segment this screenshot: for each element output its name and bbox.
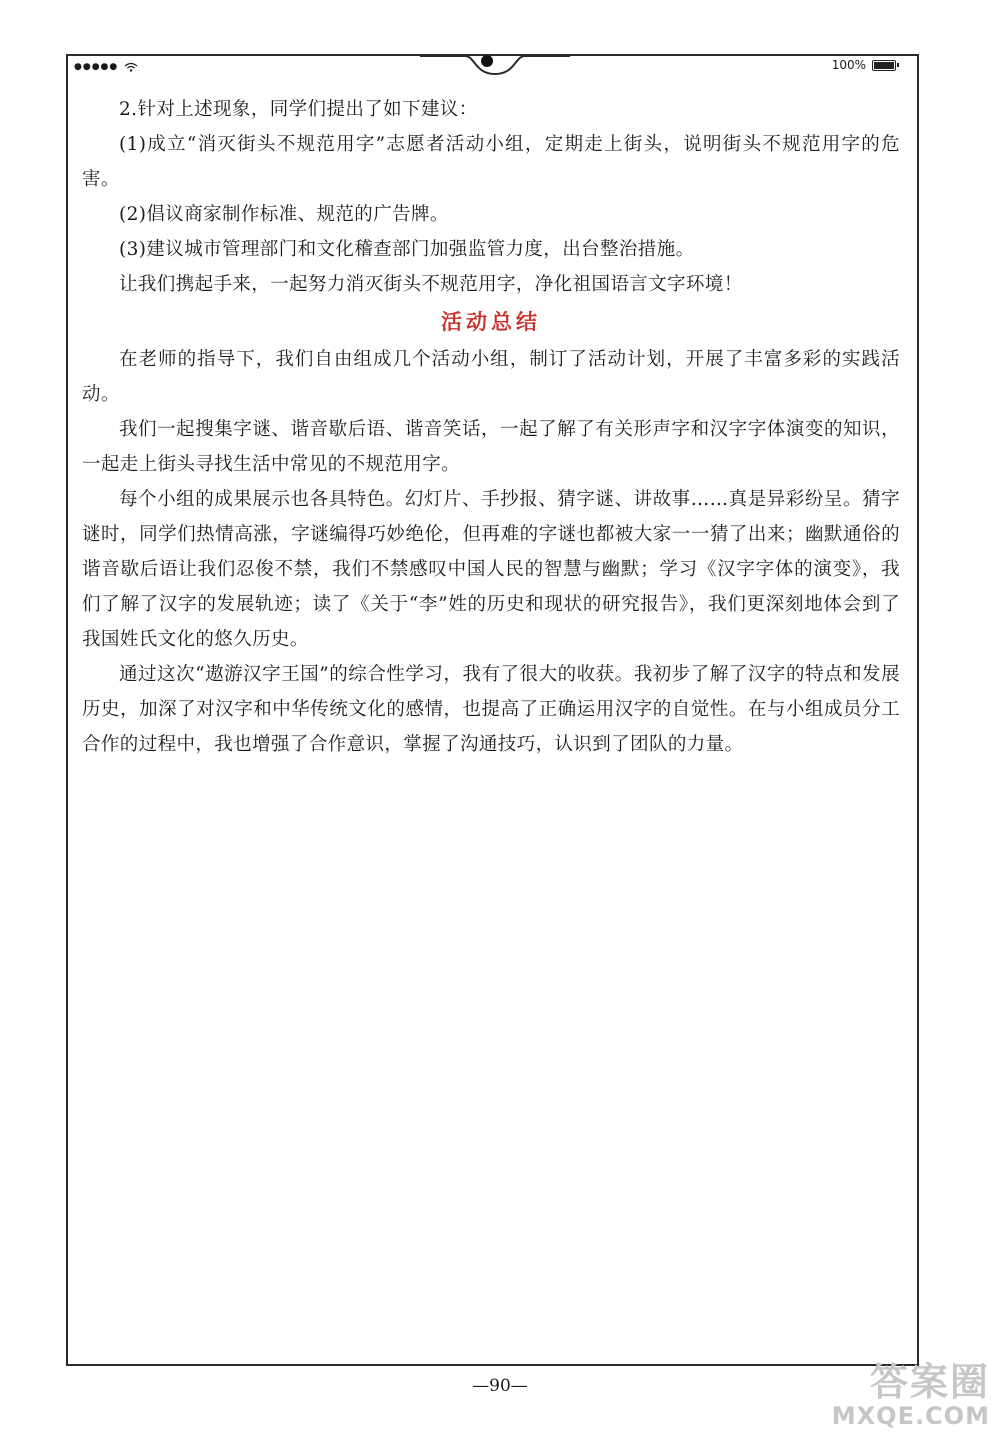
page-content xyxy=(82,92,900,762)
paragraph: (3)建议城市管理部门和文化稽查部门加强监管力度，出台整治措施。 xyxy=(119,239,695,260)
paragraph: 让我们携起手来，一起努力消灭街头不规范用字，净化祖国语言文字环境！ xyxy=(119,274,743,295)
paragraph: 2.针对上述现象，同学们提出了如下建议： xyxy=(119,99,478,120)
battery-icon xyxy=(872,60,896,71)
status-bar-left xyxy=(74,62,138,72)
paragraph: 通过这次“遨游汉字王国”的综合性学习，我有了很大的收获。我初步了解了汉字的特点和发展历史，加深了对汉字和中华传统文化的感情，也提高了正确运用汉字的自觉性。在与小组成员分工合作的过程中，我也增强了合作意识，掌握了沟通技巧，认识到了团队的力量。 xyxy=(82,664,900,755)
camera-icon xyxy=(481,55,493,67)
paragraph: 每个小组的成果展示也各具特色。幻灯片、手抄报、猜字谜、讲故事……真是异彩纷呈。猜字谜时，同学们热情高涨，字谜编得巧妙绝伦，但再难的字谜也都被大家一一猜了出来；幽默通俗的谐音歇后语让我们忍俊不禁，我们不禁感叹中国人民的智慧与幽默；学习《汉字字体的演变》，我们了解了汉字的发展轨迹；读了《关于“李”姓的历史和现状的研究报告》，我们更深刻地体会到了我国姓氏文化的悠久历史。 xyxy=(82,489,900,650)
watermark-url: MXQE.COM xyxy=(831,1402,990,1430)
wifi-icon xyxy=(124,62,138,72)
page-number: —90— xyxy=(472,1376,528,1396)
battery-fill xyxy=(874,62,894,69)
status-bar-right xyxy=(832,58,896,72)
signal-icon: ●●●●● xyxy=(74,62,119,72)
section-heading: 活动总结 xyxy=(441,309,541,334)
battery-percentage: 100% xyxy=(831,58,866,72)
paragraph: 我们一起搜集字谜、谐音歇后语、谐音笑话，一起了解了有关形声字和汉字字体演变的知识，一起走上街头寻找生活中常见的不规范用字。 xyxy=(82,419,900,475)
tablet-notch xyxy=(420,40,570,80)
watermark-logo: 答案圈 xyxy=(869,1360,990,1404)
paragraph: (1)成立“消灭街头不规范用字”志愿者活动小组，定期走上街头，说明街头不规范用字的危害。 xyxy=(82,134,900,190)
watermark xyxy=(832,1362,990,1430)
paragraph: (2)倡议商家制作标准、规范的广告牌。 xyxy=(119,204,449,225)
paragraph: 在老师的指导下，我们自由组成几个活动小组，制订了活动计划，开展了丰富多彩的实践活动。 xyxy=(82,349,900,405)
